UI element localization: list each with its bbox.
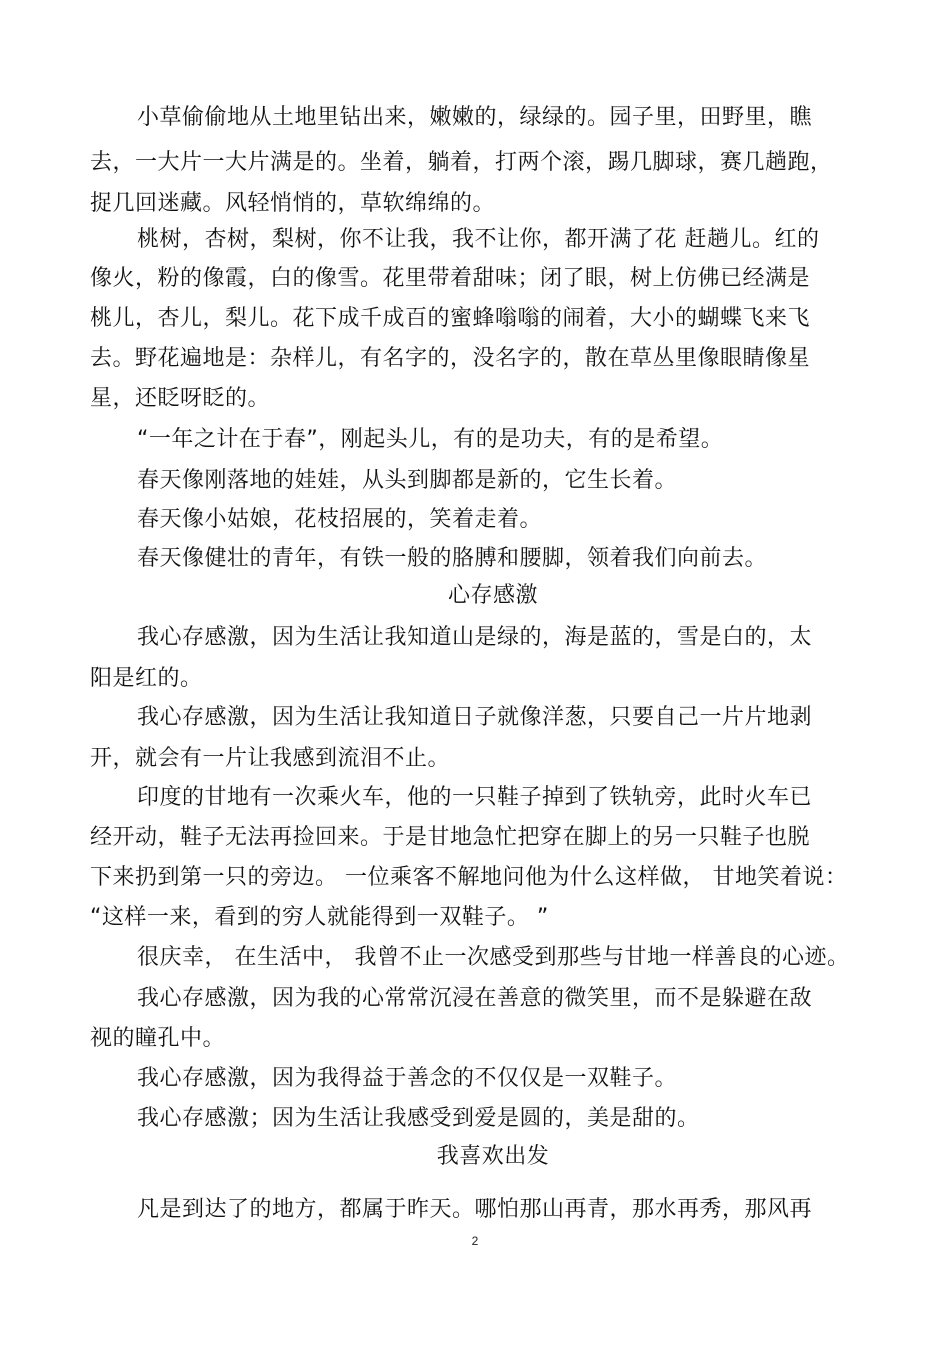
paragraph-line: 春天像小姑娘，花枝招展的，笑着走着。 (137, 507, 543, 532)
paragraph-line: 很庆幸， 在生活中， 我曾不止一次感受到那些与甘地一样善良的心迹。 (137, 945, 850, 970)
paragraph-line: 印度的甘地有一次乘火车，他的一只鞋子掉到了铁轨旁，此时火车已 (137, 785, 813, 810)
paragraph-line: 视的瞳孔中。 (90, 1026, 226, 1051)
paragraph-line: 春天像刚落地的娃娃，从头到脚都是新的，它生长着。 (137, 468, 678, 493)
paragraph-line: 下来扔到第一只的旁边。 一位乘客不解地问他为什么这样做， 甘地笑着说： (90, 865, 848, 890)
section-heading: 我喜欢出发 (436, 1144, 550, 1169)
paragraph-line: 捉几回迷藏。风轻悄悄的，草软绵绵的。 (90, 191, 496, 216)
paragraph-line: 去，一大片一大片满是的。坐着，躺着，打两个滚，踢几脚球，赛几趟跑， (90, 150, 833, 175)
paragraph-line: “一年之计在于春”，刚起头儿，有的是功夫，有的是希望。 (137, 427, 724, 452)
paragraph-line: 我心存感激；因为生活让我感受到爱是圆的，美是甜的。 (137, 1106, 700, 1131)
paragraph-line: 春天像健壮的青年，有铁一般的胳膊和腰脚，领着我们向前去。 (137, 546, 768, 571)
paragraph-line: 阳是红的。 (90, 666, 203, 691)
paragraph-line: 星，还眨呀眨的。 (90, 386, 271, 411)
paragraph-line: 我心存感激，因为生活让我知道日子就像洋葱，只要自己一片片地剥 (137, 705, 813, 730)
paragraph-line: 小草偷偷地从土地里钻出来，嫩嫩的，绿绿的。园子里，田野里，瞧 (137, 105, 813, 130)
paragraph-line: 桃树，杏树，梨树，你不让我，我不让你，都开满了花 赶趟儿。红的 (137, 227, 820, 252)
paragraph-line: 凡是到达了的地方，都属于昨天。哪怕那山再青，那水再秀，那风再 (137, 1197, 813, 1222)
paragraph-line: 我心存感激，因为我的心常常沉浸在善意的微笑里，而不是躲避在敌 (137, 986, 813, 1011)
paragraph-line: 像火，粉的像霞，白的像雪。花里带着甜味；闭了眼，树上仿佛已经满是 (90, 266, 811, 291)
paragraph-line: 去。野花遍地是：杂样儿，有名字的，没名字的，散在草丛里像眼睛像星 (90, 346, 811, 371)
paragraph-line: 我心存感激，因为我得益于善念的不仅仅是一双鞋子。 (137, 1066, 678, 1091)
paragraph-line: 我心存感激，因为生活让我知道山是绿的，海是蓝的，雪是白的，太 (137, 625, 813, 650)
paragraph-line: 开，就会有一片让我感到流泪不止。 (90, 746, 451, 771)
paragraph-line: 桃儿，杏儿，梨儿。花下成千成百的蜜蜂嗡嗡的闹着，大小的蝴蝶飞来飞 (90, 306, 811, 331)
section-heading: 心存感激 (447, 583, 538, 608)
page-number: 2 (471, 1234, 479, 1248)
paragraph-line: 经开动，鞋子无法再捡回来。于是甘地急忙把穿在脚上的另一只鞋子也脱 (90, 825, 811, 850)
paragraph-line: “这样一来，看到的穷人就能得到一双鞋子。 ” (90, 905, 549, 930)
